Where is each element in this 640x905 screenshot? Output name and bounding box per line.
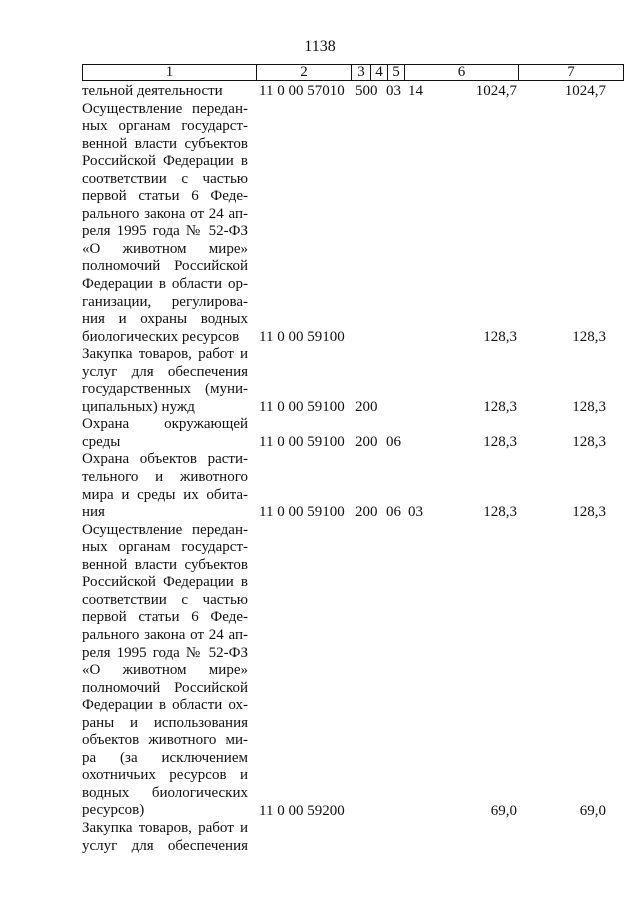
header-col-3: 3	[351, 65, 370, 80]
text-line: полномочий Российской	[82, 679, 248, 696]
row-value-6: 128,3	[483, 434, 517, 450]
row-col-4: 06	[386, 434, 401, 450]
row-value-6: 128,3	[483, 398, 517, 415]
row-col-4: 03	[386, 83, 401, 99]
text-line: ния	[82, 504, 105, 521]
text-line: Охрана объектов расти-	[82, 451, 248, 468]
text-line: ных органам государст-	[82, 118, 248, 135]
row-col-3: 200	[355, 504, 378, 521]
row-value-7: 128,3	[572, 434, 606, 450]
text-line: ципальных) нужд	[82, 398, 195, 415]
text-line: тельной деятельности	[82, 83, 223, 99]
row-value-7: 128,3	[572, 398, 606, 415]
text-line: полномочий Российской	[82, 258, 248, 275]
page-number: 1138	[304, 38, 336, 55]
row-col-3: 200	[355, 434, 378, 450]
text-line: ния и охраны водных	[82, 311, 248, 328]
text-line: охотничьих ресурсов и	[82, 767, 248, 784]
header-col-4: 4	[370, 65, 387, 80]
header-col-7: 7	[518, 65, 623, 80]
row-code: 11 0 00 59100	[259, 398, 345, 415]
text-line: венной власти субъектов	[82, 556, 248, 573]
text-line: Закупка товаров, работ и	[82, 819, 248, 836]
row-code: 11 0 00 57010	[259, 83, 345, 99]
header-col-1: 1	[165, 64, 174, 80]
row-value-7: 69,0	[579, 802, 606, 819]
text-line: государственных (муни-	[82, 381, 248, 398]
text-line: первой статьи 6 Феде-	[82, 609, 248, 626]
header-col-2: 2	[256, 65, 351, 80]
text-line: ных органам государст-	[82, 539, 248, 556]
text-line: среды	[82, 433, 121, 450]
text-line: реля 1995 года № 52-ФЗ	[82, 644, 248, 661]
text-line: Охрана окружающей	[82, 416, 248, 433]
text-line: услуг для обеспечения	[82, 363, 248, 380]
column-1-text	[82, 83, 248, 855]
row-code: 11 0 00 59100	[259, 434, 345, 450]
text-line: ресурсов)	[82, 802, 145, 819]
row-col-3: 200	[355, 398, 378, 415]
text-line: биологических ресурсов	[82, 328, 240, 345]
text-line: Российской Федерации в	[82, 574, 248, 591]
row-col-3: 500	[355, 83, 378, 99]
text-line: раны и использования	[82, 714, 248, 731]
row-value-6: 128,3	[483, 328, 517, 345]
text-line: объектов животного ми-	[82, 732, 248, 749]
header-col-6: 6	[404, 65, 518, 80]
row-value-7: 128,3	[572, 328, 606, 345]
text-line: тельного и животного	[82, 469, 248, 486]
text-line: водных биологических	[82, 784, 248, 801]
row-col-4: 06	[386, 504, 401, 521]
text-line: «О животном мире»	[82, 240, 248, 257]
row-value-7: 128,3	[572, 504, 606, 521]
text-line: ра (за исключением	[82, 749, 248, 766]
row-value-6: 128,3	[483, 504, 517, 521]
text-line: первой статьи 6 Феде-	[82, 188, 248, 205]
text-line: рального закона от 24 ап-	[82, 205, 248, 222]
text-line: ганизации, регулирова-	[82, 293, 248, 310]
text-line: рального закона от 24 ап-	[82, 626, 248, 643]
text-line: Российской Федерации в	[82, 153, 248, 170]
row-col-5: 14	[408, 83, 423, 99]
text-line: Осуществление передан-	[82, 100, 248, 117]
text-line: реля 1995 года № 52-ФЗ	[82, 223, 248, 240]
row-value-6: 1024,7	[475, 83, 517, 99]
text-line: Федерации в области ор-	[82, 276, 248, 293]
text-line: Федерации в области ох-	[82, 697, 248, 714]
row-value-7: 1024,7	[564, 83, 606, 99]
text-line: венной власти субъектов	[82, 135, 248, 152]
text-line: Закупка товаров, работ и	[82, 346, 248, 363]
text-line: услуг для обеспечения	[82, 837, 248, 854]
text-line: «О животном мире»	[82, 662, 248, 679]
row-code: 11 0 00 59100	[259, 328, 345, 345]
row-code: 11 0 00 59200	[259, 802, 345, 819]
row-col-5: 03	[408, 504, 423, 521]
text-line: соответствии с частью	[82, 591, 248, 608]
row-value-6: 69,0	[490, 802, 517, 819]
table-header	[82, 64, 624, 81]
text-line: соответствии с частью	[82, 170, 248, 187]
header-col-5: 5	[387, 65, 404, 80]
text-line: Осуществление передан-	[82, 521, 248, 538]
row-code: 11 0 00 59100	[259, 504, 345, 521]
text-line: мира и среды их обита-	[82, 486, 248, 503]
